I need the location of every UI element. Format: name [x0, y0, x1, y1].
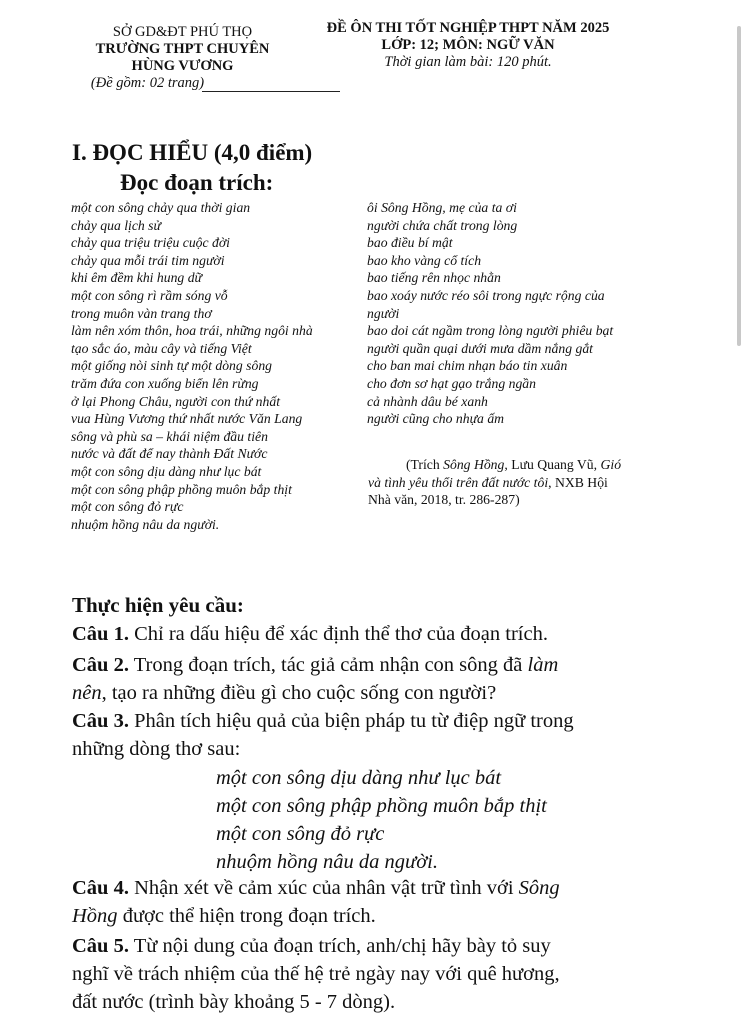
poem-line: bao xoáy nước réo sôi trong ngực rộng của	[367, 287, 605, 303]
question-label: Câu 4.	[72, 877, 129, 899]
citation-publisher: Nhà văn, 2018, tr. 286-287)	[368, 492, 520, 508]
poem-right-column	[367, 199, 613, 428]
question-3	[72, 709, 574, 762]
poem-line: cho đơn sơ hạt gạo trắng ngần	[367, 375, 536, 391]
question-text: Trong đoạn trích, tác giả cảm nhận con sông đã	[128, 654, 528, 676]
page-scrollbar[interactable]	[737, 26, 741, 346]
citation-book-title: Gió	[600, 457, 622, 472]
poem-line: sông và phù sa – khái niệm đầu tiên	[71, 428, 268, 444]
question-text-italic: Hồng	[72, 905, 118, 927]
question-text: được thể hiện trong đoạn trích.	[117, 905, 376, 927]
school-header	[40, 24, 325, 92]
question-1	[72, 622, 548, 647]
poem-line: một con sông chảy qua thời gian	[71, 200, 251, 215]
question-text-italic: nên	[72, 682, 102, 704]
task-title: Thực hiện yêu cầu:	[72, 593, 244, 617]
question-label: Câu 1.	[72, 623, 129, 645]
question-text: Từ nội dung của đoạn trích, anh/chị hãy bày tỏ suy	[128, 935, 551, 957]
poem-line: một con sông rì rầm sóng vỗ	[71, 287, 228, 303]
question-text-italic: làm	[527, 654, 559, 676]
citation-text: , NXB Hội	[548, 474, 608, 490]
poem-line: người quần quại dưới mưa dầm nắng gắt	[367, 340, 593, 356]
poem-line: ở lại Phong Châu, người con thứ nhất	[71, 393, 280, 409]
question-4	[72, 876, 560, 929]
question-5	[72, 934, 560, 1015]
quoted-verse-line: nhuộm hồng nâu da người.	[216, 851, 438, 873]
exam-subject: LỚP: 12; MÔN: NGỮ VĂN	[381, 37, 555, 53]
question-text: Chỉ ra dấu hiệu để xác định thể thơ của đoạn trích.	[128, 623, 548, 645]
poem-line: vua Hùng Vương thứ nhất nước Văn Lang	[71, 411, 303, 427]
poem-line: một giống nòi sinh tự một dòng sông	[71, 358, 273, 374]
exam-title: ĐỀ ÔN THI TỐT NGHIỆP THPT NĂM 2025	[326, 20, 610, 36]
poem-line: làm nên xóm thôn, hoa trái, những ngôi nhà	[71, 323, 313, 339]
header-divider	[202, 91, 340, 92]
citation-text: (Trích	[406, 457, 444, 472]
poem-line: nước và đất để nay thành Đất Nước	[71, 446, 268, 462]
poem-line: một con sông đỏ rực	[71, 499, 184, 515]
poem-line: trong muôn vàn trang thơ	[71, 305, 212, 321]
question-label: Câu 2.	[72, 654, 129, 676]
poem-line: bao kho vàng cổ tích	[367, 252, 482, 268]
poem-line: người cũng cho nhựa ấm	[367, 411, 505, 427]
question-text: Nhận xét về cảm xúc của nhân vật trữ tình với	[128, 877, 519, 899]
question-text-italic: Sông	[518, 877, 560, 899]
question-label: Câu 3.	[72, 710, 129, 732]
poem-line: bao điều bí mật	[367, 235, 453, 251]
quoted-verse-line: một con sông phập phồng muôn bắp thịt	[216, 795, 547, 817]
poem-line: bao tiếng rên nhọc nhằn	[367, 270, 501, 286]
exam-duration: Thời gian làm bài: 120 phút.	[384, 54, 552, 70]
question-text: những dòng thơ sau:	[72, 738, 241, 760]
school-name-line2: HÙNG VƯƠNG	[131, 58, 234, 74]
exam-header	[318, 20, 618, 71]
question-label: Câu 5.	[72, 935, 129, 957]
poem-line: một con sông phập phồng muôn bắp thịt	[71, 481, 292, 497]
poem-line: tạo sắc áo, màu cây và tiếng Việt	[71, 340, 252, 356]
poem-line: chảy qua triệu triệu cuộc đời	[71, 235, 230, 251]
quoted-verse-line: một con sông đỏ rực	[216, 823, 385, 845]
source-citation	[368, 456, 621, 509]
school-name-line1: TRƯỜNG THPT CHUYÊN	[95, 41, 270, 57]
page-count-note: (Đề gồm: 02 trang)	[90, 75, 205, 91]
reading-title: Đọc đoạn trích:	[120, 170, 274, 195]
poem-line: ôi Sông Hồng, mẹ của ta ơi	[367, 200, 517, 215]
section-title: I. ĐỌC HIỂU (4,0 điểm)	[72, 140, 313, 165]
poem-line: cả nhành dâu bé xanh	[367, 393, 488, 409]
poem-left-column	[71, 199, 313, 533]
citation-poem-title: Sông Hồng	[443, 457, 505, 472]
quoted-verse-line: một con sông dịu dàng như lục bát	[216, 767, 502, 789]
poem-line: người	[367, 305, 400, 321]
poem-line: một con sông dịu dàng như lục bát	[71, 463, 262, 479]
poem-line: chảy qua lịch sử	[71, 217, 161, 233]
quoted-verses	[216, 764, 547, 876]
citation-book-title: và tình yêu thổi trên đất nước tôi	[368, 474, 549, 490]
question-text: đất nước (trình bày khoảng 5 - 7 dòng).	[72, 991, 396, 1013]
poem-line: cho ban mai chim nhạn báo tin xuân	[367, 358, 568, 374]
citation-text: , Lưu Quang Vũ,	[504, 457, 601, 472]
question-text: nghĩ về trách nhiệm của thế hệ trẻ ngày nay với quê hương,	[72, 963, 560, 985]
question-text: , tạo ra những điều gì cho cuộc sống con người?	[101, 682, 497, 704]
department-name: SỞ GD&ĐT PHÚ THỌ	[112, 24, 253, 40]
poem-line: khi êm đềm khi hung dữ	[71, 270, 203, 286]
poem-line: trăm đứa con xuống biển lên rừng	[71, 375, 259, 391]
poem-line: chảy qua mỗi trái tim người	[71, 252, 225, 268]
question-text: Phân tích hiệu quả của biện pháp tu từ điệp ngữ trong	[128, 710, 574, 732]
poem-line: người chứa chất trong lòng	[367, 217, 518, 233]
poem-line: bao doi cát ngầm trong lòng người phiêu bạt	[367, 323, 614, 339]
question-2	[72, 653, 558, 706]
poem-line: nhuộm hồng nâu da người.	[71, 516, 220, 532]
